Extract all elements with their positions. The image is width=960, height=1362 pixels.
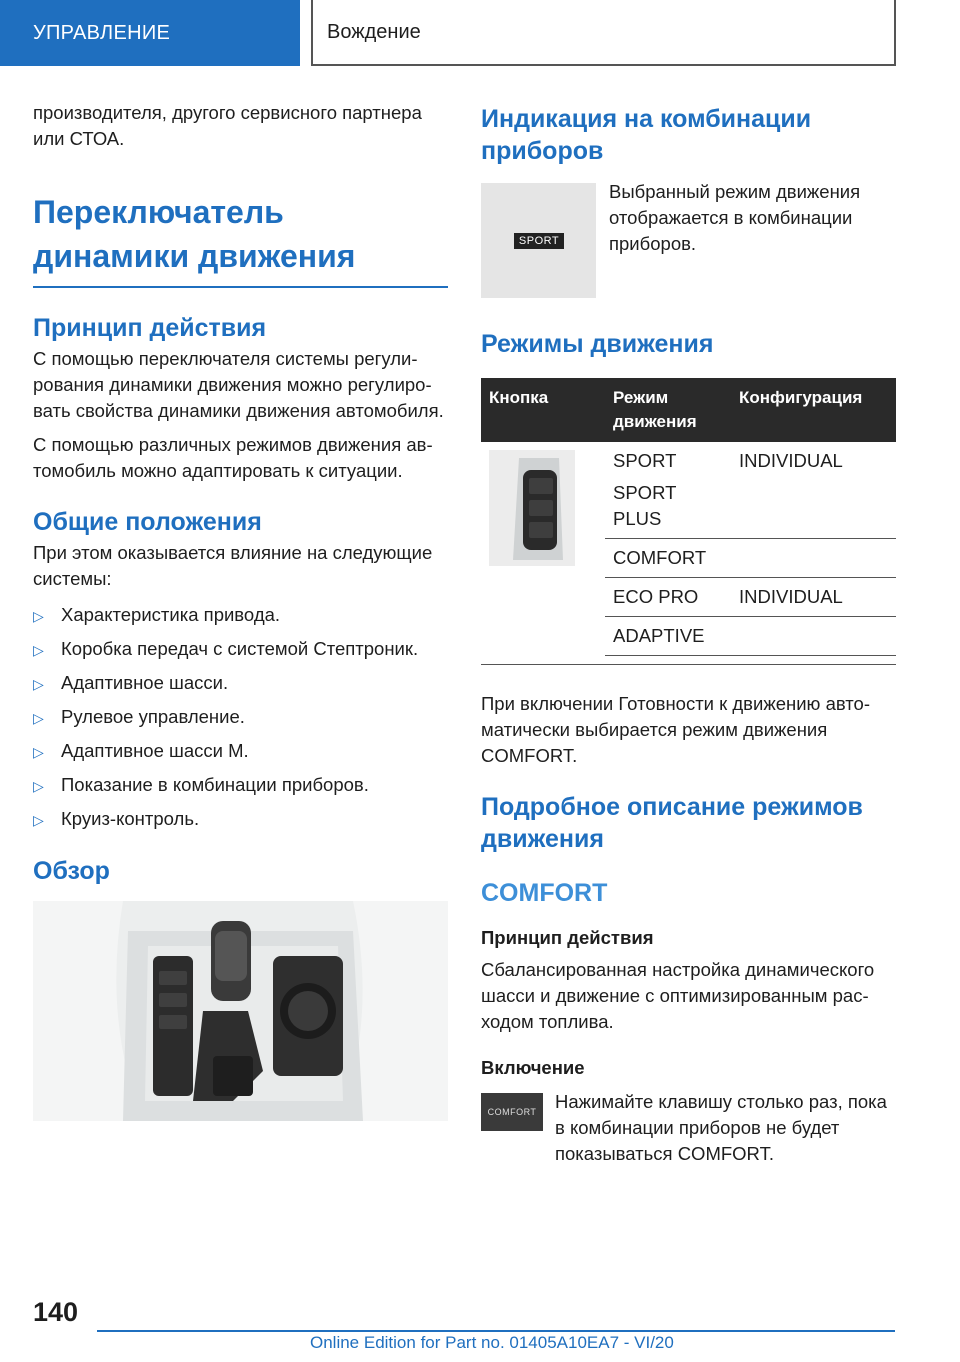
page-number: 140: [33, 1297, 79, 1327]
button-image-cell: [481, 442, 605, 656]
page-title: Переключатель динамики движения: [33, 194, 356, 274]
mode-cell: ECO PRO: [605, 578, 731, 617]
bullet-triangle-icon: ▷: [33, 778, 44, 794]
title-rule: [33, 286, 448, 288]
comfort-button-image: COMFORT: [481, 1093, 543, 1131]
mode-cell: SPORT PLUS: [613, 482, 677, 529]
display-text: Выбранный режим движения отображается в комбинации приборов.: [609, 181, 861, 254]
table-row: [481, 442, 896, 480]
principle-text-1: С помощью переключателя системы регулирования динамики движения можно регулировать свойства динамики движения автомобиля.: [33, 348, 444, 421]
activation-text: Нажимайте клавишу столько раз, пока в комбинации приборов не будет показываться COMFORT.: [555, 1091, 887, 1164]
after-table-text: При включении Готовности к движению автоматически выбирается режим движения COMFORT.: [481, 693, 871, 766]
mode-buttons-image: [489, 450, 575, 566]
right-column: [481, 103, 896, 1167]
display-heading: Индикация на комбинации приборов: [481, 105, 812, 165]
table-bottom-rule: [481, 664, 896, 665]
left-column: [33, 100, 448, 1121]
detail-heading: Подробное описание режимов движения: [481, 793, 863, 853]
config-cell: [731, 539, 896, 578]
modes-table: [481, 378, 896, 656]
activation-heading: Включение: [481, 1057, 585, 1078]
general-intro: При этом оказывается влияние на следующие системы:: [33, 542, 433, 589]
table-header: Кнопка: [481, 378, 605, 442]
bullet-triangle-icon: ▷: [33, 710, 44, 726]
bullet-triangle-icon: ▷: [33, 642, 44, 658]
bullet-triangle-icon: ▷: [33, 676, 44, 692]
list-item: ▷ Характеристика привода.: [33, 602, 448, 629]
principle-text-2: С помощью различных режимов движения автомобиль можно адаптировать к ситуации.: [33, 434, 433, 481]
section-tab: УПРАВЛЕНИЕ: [0, 0, 300, 66]
config-cell: [731, 617, 896, 656]
list-item: ▷ Показание в комбинации приборов.: [33, 772, 448, 799]
bullet-triangle-icon: ▷: [33, 744, 44, 760]
footer-rule: [97, 1330, 895, 1332]
display-block: [481, 183, 896, 298]
modes-heading: Режимы движения: [481, 330, 714, 358]
intro-text: производителя, другого сервисного партнера или СТОА.: [33, 102, 422, 149]
list-item: ▷ Коробка передач с системой Стептроник.: [33, 636, 448, 663]
bullet-triangle-icon: ▷: [33, 812, 44, 828]
sport-badge: SPORT: [514, 233, 564, 249]
config-cell: [731, 480, 896, 539]
config-cell: INDIVIDUAL: [739, 450, 843, 471]
center-console-illustration: [33, 901, 448, 1121]
table-header: Режим движения: [605, 378, 731, 442]
bullet-triangle-icon: ▷: [33, 608, 44, 624]
cluster-display-image: [481, 183, 596, 298]
config-cell: INDIVIDUAL: [731, 578, 896, 617]
list-item: ▷ Адаптивное шасси M.: [33, 738, 448, 765]
general-list: [33, 602, 448, 833]
mode-cell: ADAPTIVE: [605, 617, 731, 656]
list-item: ▷ Адаптивное шасси.: [33, 670, 448, 697]
general-heading: Общие положения: [33, 508, 262, 536]
list-item: ▷ Круиз-контроль.: [33, 806, 448, 833]
overview-heading: Обзор: [33, 857, 110, 885]
comfort-heading: COMFORT: [481, 879, 608, 907]
mode-cell: SPORT: [613, 450, 677, 471]
comfort-principle-text: Сбалансированная настройка динамического шасси и движение с оптимизированным расходом топлива.: [481, 959, 875, 1032]
table-header: Конфигурация: [731, 378, 896, 442]
mode-cell: COMFORT: [605, 539, 731, 578]
center-console-photo: [33, 901, 448, 1121]
list-item: ▷ Рулевое управление.: [33, 704, 448, 731]
footer-edition: Online Edition for Part no. 01405A10EA7 - VI/20: [310, 1333, 674, 1352]
activation-block: [481, 1089, 896, 1167]
principle-heading: Принцип действия: [33, 314, 267, 342]
chapter-title: Вождение: [311, 0, 896, 66]
comfort-principle-heading: Принцип действия: [481, 927, 654, 948]
